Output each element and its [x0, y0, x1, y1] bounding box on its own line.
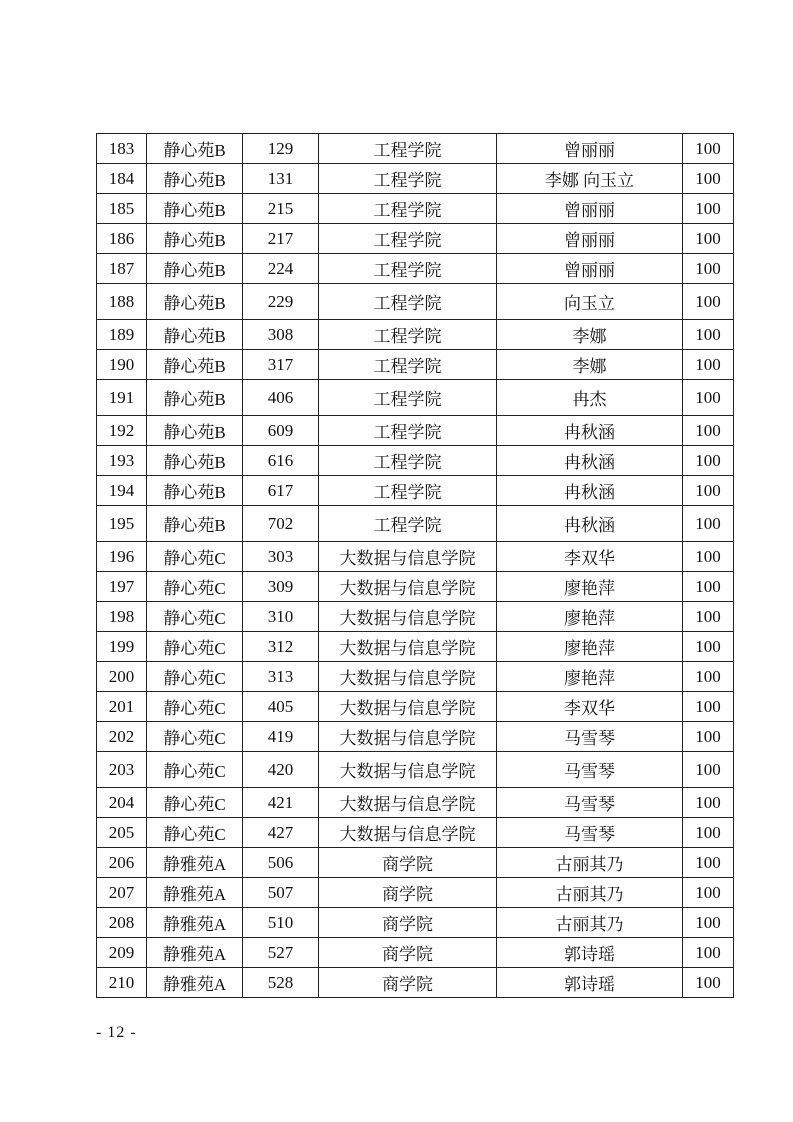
college-cell: 工程学院	[319, 284, 497, 320]
table-row	[97, 848, 734, 878]
table-row	[97, 350, 734, 380]
building-cell: 静心苑C	[147, 632, 243, 662]
score-cell: 100	[683, 752, 734, 788]
room-number-cell: 317	[243, 350, 319, 380]
building-cell: 静心苑C	[147, 752, 243, 788]
building-cell: 静心苑C	[147, 788, 243, 818]
college-cell: 商学院	[319, 848, 497, 878]
building-cell: 静心苑B	[147, 506, 243, 542]
room-number-cell: 421	[243, 788, 319, 818]
room-number-cell: 405	[243, 692, 319, 722]
room-number-cell: 617	[243, 476, 319, 506]
room-number-cell: 303	[243, 542, 319, 572]
score-cell: 100	[683, 662, 734, 692]
room-number-cell: 420	[243, 752, 319, 788]
college-cell: 工程学院	[319, 380, 497, 416]
building-cell: 静雅苑A	[147, 938, 243, 968]
table-row	[97, 224, 734, 254]
responsible-person-cell: 马雪琴	[497, 722, 683, 752]
table-row	[97, 254, 734, 284]
row-number-cell: 189	[97, 320, 147, 350]
college-cell: 大数据与信息学院	[319, 692, 497, 722]
responsible-person-cell: 李娜 向玉立	[497, 164, 683, 194]
responsible-person-cell: 古丽其乃	[497, 848, 683, 878]
score-cell: 100	[683, 908, 734, 938]
score-cell: 100	[683, 692, 734, 722]
room-number-cell: 506	[243, 848, 319, 878]
college-cell: 工程学院	[319, 506, 497, 542]
college-cell: 工程学院	[319, 224, 497, 254]
score-cell: 100	[683, 542, 734, 572]
responsible-person-cell: 冉秋涵	[497, 416, 683, 446]
table-row	[97, 632, 734, 662]
row-number-cell: 198	[97, 602, 147, 632]
table-row	[97, 194, 734, 224]
responsible-person-cell: 廖艳萍	[497, 572, 683, 602]
responsible-person-cell: 郭诗瑶	[497, 938, 683, 968]
score-cell: 100	[683, 506, 734, 542]
table-row	[97, 602, 734, 632]
building-cell: 静心苑C	[147, 722, 243, 752]
college-cell: 大数据与信息学院	[319, 602, 497, 632]
building-cell: 静心苑B	[147, 416, 243, 446]
college-cell: 工程学院	[319, 320, 497, 350]
room-number-cell: 507	[243, 878, 319, 908]
responsible-person-cell: 廖艳萍	[497, 602, 683, 632]
table-body	[97, 134, 734, 998]
table-row	[97, 908, 734, 938]
row-number-cell: 194	[97, 476, 147, 506]
college-cell: 大数据与信息学院	[319, 542, 497, 572]
building-cell: 静心苑B	[147, 224, 243, 254]
college-cell: 商学院	[319, 908, 497, 938]
score-cell: 100	[683, 788, 734, 818]
row-number-cell: 209	[97, 938, 147, 968]
table-row	[97, 380, 734, 416]
table-row	[97, 446, 734, 476]
score-cell: 100	[683, 968, 734, 998]
room-number-cell: 616	[243, 446, 319, 476]
score-cell: 100	[683, 818, 734, 848]
responsible-person-cell: 曾丽丽	[497, 254, 683, 284]
college-cell: 大数据与信息学院	[319, 752, 497, 788]
row-number-cell: 201	[97, 692, 147, 722]
table-row	[97, 542, 734, 572]
room-number-cell: 528	[243, 968, 319, 998]
row-number-cell: 206	[97, 848, 147, 878]
row-number-cell: 210	[97, 968, 147, 998]
building-cell: 静心苑B	[147, 350, 243, 380]
row-number-cell: 199	[97, 632, 147, 662]
room-number-cell: 229	[243, 284, 319, 320]
responsible-person-cell: 曾丽丽	[497, 194, 683, 224]
responsible-person-cell: 冉秋涵	[497, 476, 683, 506]
score-cell: 100	[683, 224, 734, 254]
building-cell: 静心苑C	[147, 818, 243, 848]
building-cell: 静心苑B	[147, 134, 243, 164]
college-cell: 大数据与信息学院	[319, 818, 497, 848]
score-cell: 100	[683, 380, 734, 416]
college-cell: 大数据与信息学院	[319, 662, 497, 692]
page-number: - 12 -	[96, 1024, 137, 1041]
responsible-person-cell: 冉秋涵	[497, 446, 683, 476]
row-number-cell: 183	[97, 134, 147, 164]
table-row	[97, 818, 734, 848]
room-number-cell: 419	[243, 722, 319, 752]
building-cell: 静雅苑A	[147, 878, 243, 908]
room-number-cell: 702	[243, 506, 319, 542]
score-cell: 100	[683, 722, 734, 752]
table-row	[97, 416, 734, 446]
row-number-cell: 185	[97, 194, 147, 224]
table-row	[97, 134, 734, 164]
responsible-person-cell: 向玉立	[497, 284, 683, 320]
responsible-person-cell: 廖艳萍	[497, 662, 683, 692]
score-cell: 100	[683, 194, 734, 224]
college-cell: 商学院	[319, 878, 497, 908]
building-cell: 静雅苑A	[147, 908, 243, 938]
score-cell: 100	[683, 572, 734, 602]
room-number-cell: 308	[243, 320, 319, 350]
college-cell: 商学院	[319, 968, 497, 998]
room-number-cell: 609	[243, 416, 319, 446]
table-row	[97, 692, 734, 722]
row-number-cell: 192	[97, 416, 147, 446]
responsible-person-cell: 李娜	[497, 350, 683, 380]
building-cell: 静心苑C	[147, 572, 243, 602]
row-number-cell: 188	[97, 284, 147, 320]
dormitory-score-table	[96, 133, 734, 998]
college-cell: 大数据与信息学院	[319, 788, 497, 818]
row-number-cell: 190	[97, 350, 147, 380]
responsible-person-cell: 李双华	[497, 542, 683, 572]
building-cell: 静心苑B	[147, 254, 243, 284]
college-cell: 工程学院	[319, 194, 497, 224]
room-number-cell: 313	[243, 662, 319, 692]
room-number-cell: 131	[243, 164, 319, 194]
responsible-person-cell: 马雪琴	[497, 788, 683, 818]
responsible-person-cell: 廖艳萍	[497, 632, 683, 662]
room-number-cell: 129	[243, 134, 319, 164]
room-number-cell: 310	[243, 602, 319, 632]
score-cell: 100	[683, 320, 734, 350]
room-number-cell: 427	[243, 818, 319, 848]
row-number-cell: 202	[97, 722, 147, 752]
building-cell: 静心苑C	[147, 602, 243, 632]
building-cell: 静心苑C	[147, 542, 243, 572]
responsible-person-cell: 马雪琴	[497, 752, 683, 788]
row-number-cell: 187	[97, 254, 147, 284]
building-cell: 静心苑B	[147, 476, 243, 506]
row-number-cell: 191	[97, 380, 147, 416]
responsible-person-cell: 郭诗瑶	[497, 968, 683, 998]
building-cell: 静心苑B	[147, 194, 243, 224]
row-number-cell: 208	[97, 908, 147, 938]
row-number-cell: 207	[97, 878, 147, 908]
responsible-person-cell: 李双华	[497, 692, 683, 722]
building-cell: 静心苑B	[147, 320, 243, 350]
table-row	[97, 476, 734, 506]
score-cell: 100	[683, 446, 734, 476]
college-cell: 工程学院	[319, 476, 497, 506]
room-number-cell: 527	[243, 938, 319, 968]
college-cell: 工程学院	[319, 416, 497, 446]
college-cell: 工程学院	[319, 254, 497, 284]
row-number-cell: 200	[97, 662, 147, 692]
college-cell: 商学院	[319, 938, 497, 968]
responsible-person-cell: 曾丽丽	[497, 134, 683, 164]
table-row	[97, 878, 734, 908]
college-cell: 工程学院	[319, 134, 497, 164]
building-cell: 静心苑C	[147, 662, 243, 692]
row-number-cell: 196	[97, 542, 147, 572]
college-cell: 大数据与信息学院	[319, 632, 497, 662]
building-cell: 静心苑B	[147, 380, 243, 416]
responsible-person-cell: 古丽其乃	[497, 878, 683, 908]
row-number-cell: 186	[97, 224, 147, 254]
row-number-cell: 204	[97, 788, 147, 818]
score-cell: 100	[683, 416, 734, 446]
score-cell: 100	[683, 254, 734, 284]
score-cell: 100	[683, 284, 734, 320]
table-row	[97, 506, 734, 542]
table-row	[97, 572, 734, 602]
score-cell: 100	[683, 350, 734, 380]
building-cell: 静心苑B	[147, 284, 243, 320]
score-cell: 100	[683, 164, 734, 194]
table-row	[97, 788, 734, 818]
score-cell: 100	[683, 848, 734, 878]
row-number-cell: 184	[97, 164, 147, 194]
responsible-person-cell: 古丽其乃	[497, 908, 683, 938]
score-cell: 100	[683, 476, 734, 506]
building-cell: 静心苑B	[147, 164, 243, 194]
score-cell: 100	[683, 134, 734, 164]
table-row	[97, 968, 734, 998]
table-row	[97, 662, 734, 692]
score-cell: 100	[683, 632, 734, 662]
responsible-person-cell: 曾丽丽	[497, 224, 683, 254]
table-row	[97, 722, 734, 752]
table-row	[97, 164, 734, 194]
college-cell: 工程学院	[319, 350, 497, 380]
room-number-cell: 217	[243, 224, 319, 254]
college-cell: 工程学院	[319, 164, 497, 194]
building-cell: 静雅苑A	[147, 968, 243, 998]
room-number-cell: 309	[243, 572, 319, 602]
college-cell: 大数据与信息学院	[319, 722, 497, 752]
responsible-person-cell: 冉杰	[497, 380, 683, 416]
room-number-cell: 224	[243, 254, 319, 284]
college-cell: 工程学院	[319, 446, 497, 476]
building-cell: 静心苑B	[147, 446, 243, 476]
college-cell: 大数据与信息学院	[319, 572, 497, 602]
row-number-cell: 193	[97, 446, 147, 476]
row-number-cell: 197	[97, 572, 147, 602]
room-number-cell: 312	[243, 632, 319, 662]
building-cell: 静心苑C	[147, 692, 243, 722]
table-row	[97, 938, 734, 968]
row-number-cell: 203	[97, 752, 147, 788]
room-number-cell: 406	[243, 380, 319, 416]
row-number-cell: 195	[97, 506, 147, 542]
table-row	[97, 320, 734, 350]
room-number-cell: 215	[243, 194, 319, 224]
score-cell: 100	[683, 878, 734, 908]
score-cell: 100	[683, 602, 734, 632]
table-row	[97, 752, 734, 788]
building-cell: 静雅苑A	[147, 848, 243, 878]
score-cell: 100	[683, 938, 734, 968]
responsible-person-cell: 冉秋涵	[497, 506, 683, 542]
table-row	[97, 284, 734, 320]
room-number-cell: 510	[243, 908, 319, 938]
responsible-person-cell: 马雪琴	[497, 818, 683, 848]
responsible-person-cell: 李娜	[497, 320, 683, 350]
row-number-cell: 205	[97, 818, 147, 848]
